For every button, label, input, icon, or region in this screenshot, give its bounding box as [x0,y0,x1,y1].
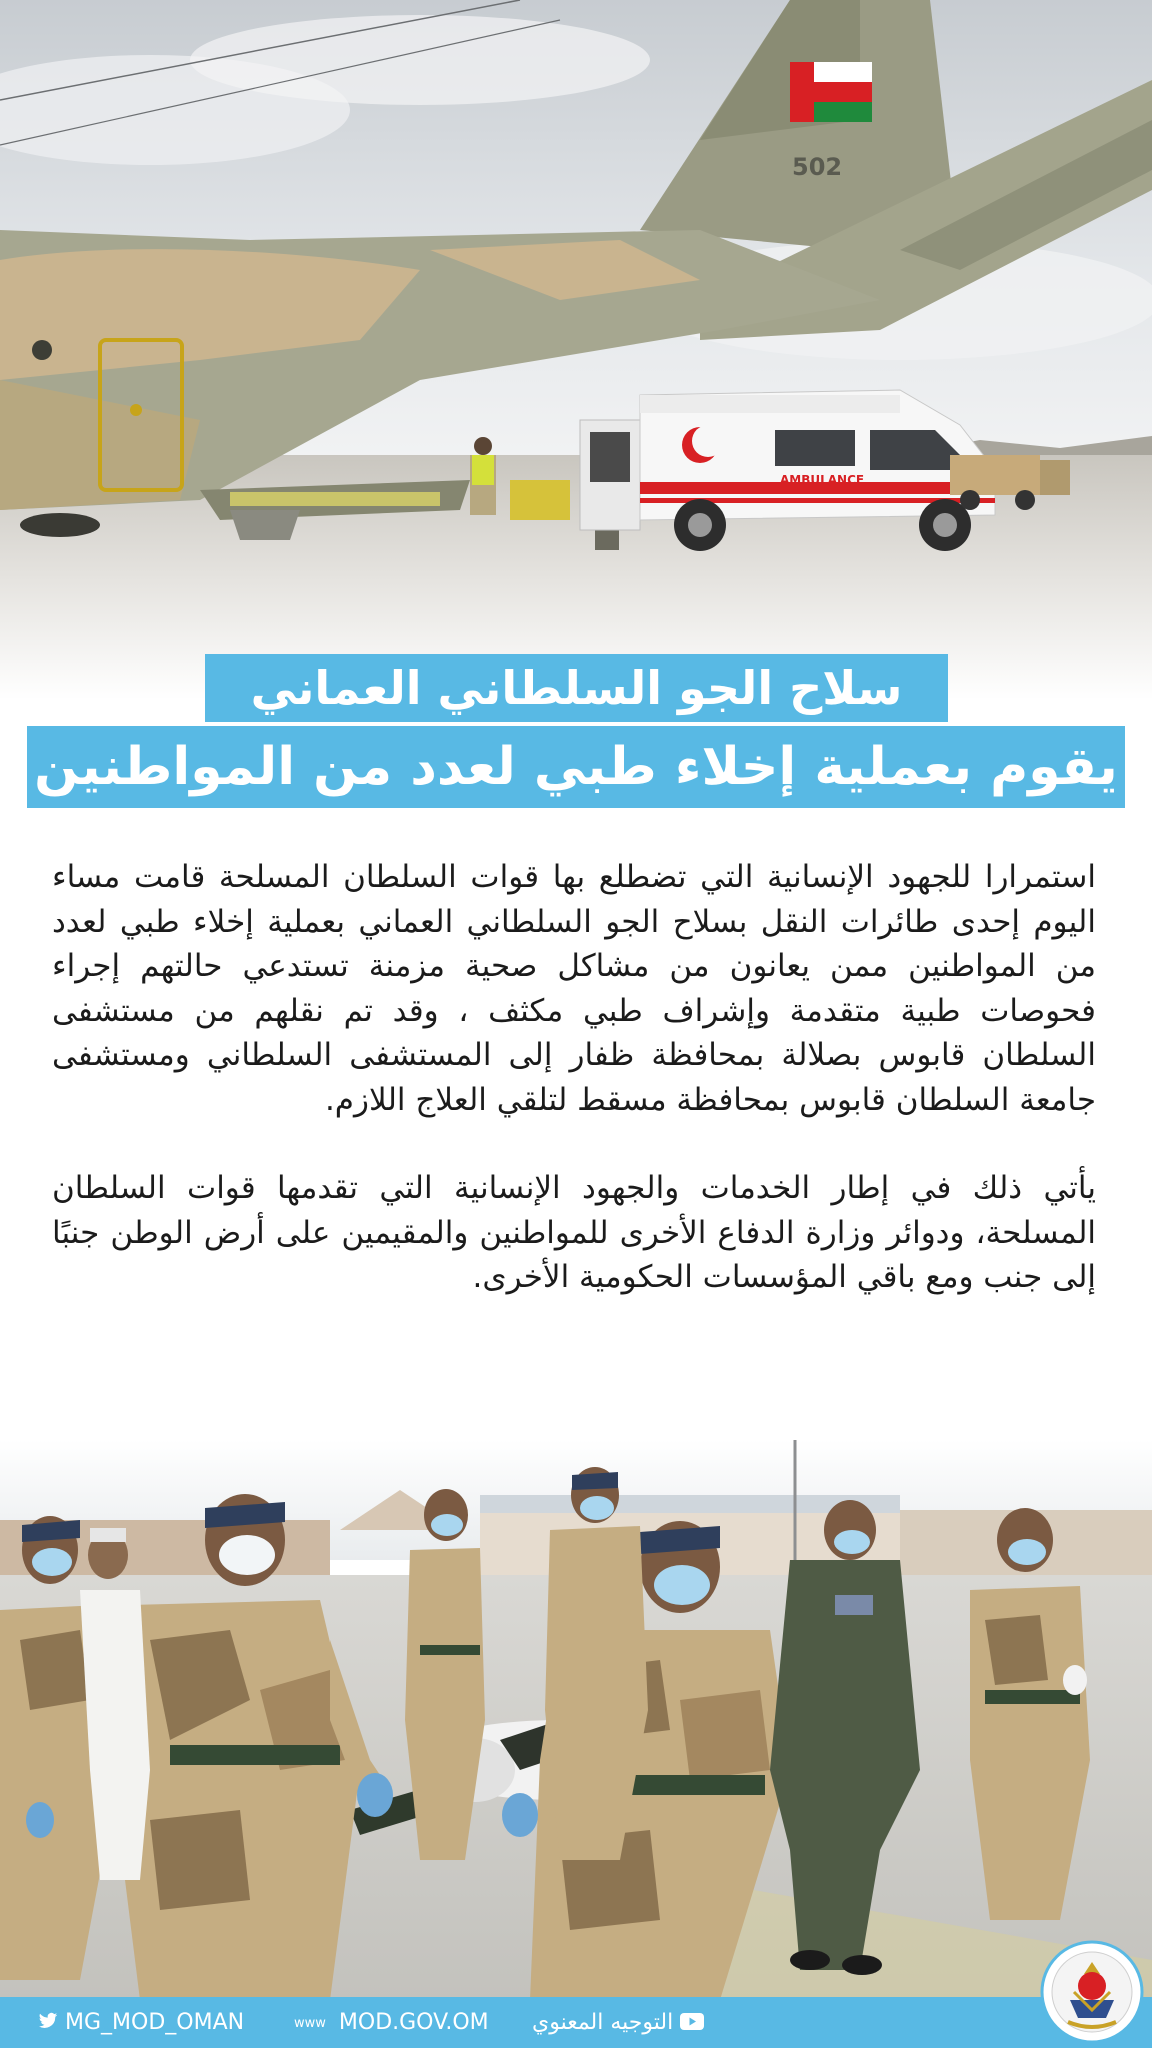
tail-number: 502 [792,153,843,181]
aircraft-scene [0,0,1152,700]
headline [0,650,1152,810]
youtube-icon [680,1998,704,2048]
ministry-emblem-icon [1040,1940,1144,2044]
www-prefix: www [294,2015,326,2031]
youtube-channel: التوجيه المعنوي [532,2010,674,2035]
youtube-link[interactable] [532,1997,704,2048]
twitter-handle: MG_MOD_OMAN [65,2010,245,2035]
oman-flag-icon [790,62,872,122]
headline-line-2: يقوم بعملية إخلاء طبي لعدد من المواطنين [27,726,1125,808]
headline-line-1: سلاح الجو السلطاني العماني [205,654,948,722]
top-photo-aircraft [0,0,1152,700]
website-link[interactable] [294,1997,489,2048]
article-paragraph-1: استمرارا للجهود الإنسانية التي تضطلع بها قوات السلطان المسلحة قامت مساء اليوم إحدى طائرات النقل بسلاح الجو السلطاني العماني بعملية إخلاء طبي لعدد من المواطنين ممن يعانون من مشاكل صحية مزمنة تستدعي حالتهم إجراء فحوصات طبية متقدمة وإشراف طبي مكثف ، وقد تم نقلهم من مستشفى السلطان قابوس بصلالة بمحافظة ظفار إلى المستشفى السلطاني ومستشفى جامعة السلطان قابوس بمحافظة مسقط لتلقي العلاج اللازم. [52,859,1096,1118]
twitter-link[interactable] [38,1997,244,2048]
twitter-icon [38,1998,58,2048]
article-body [52,855,1096,1344]
footer-bar [0,1997,1152,2048]
ambulance-label: AMBULANCE [780,473,865,487]
article-paragraph-2: يأتي ذلك في إطار الخدمات والجهود الإنسانية التي تقدمها قوات السلطان المسلحة، ودوائر وزارة الدفاع الأخرى للمواطنين والمقيمين على أرض الوطن جنبًا إلى جنب ومع باقي المؤسسات الحكومية الأخرى. [52,1170,1096,1295]
website-url: MOD.GOV.OM [338,2010,489,2035]
soldiers-scene [0,1440,1152,2000]
bottom-photo-soldiers [0,1440,1152,2000]
